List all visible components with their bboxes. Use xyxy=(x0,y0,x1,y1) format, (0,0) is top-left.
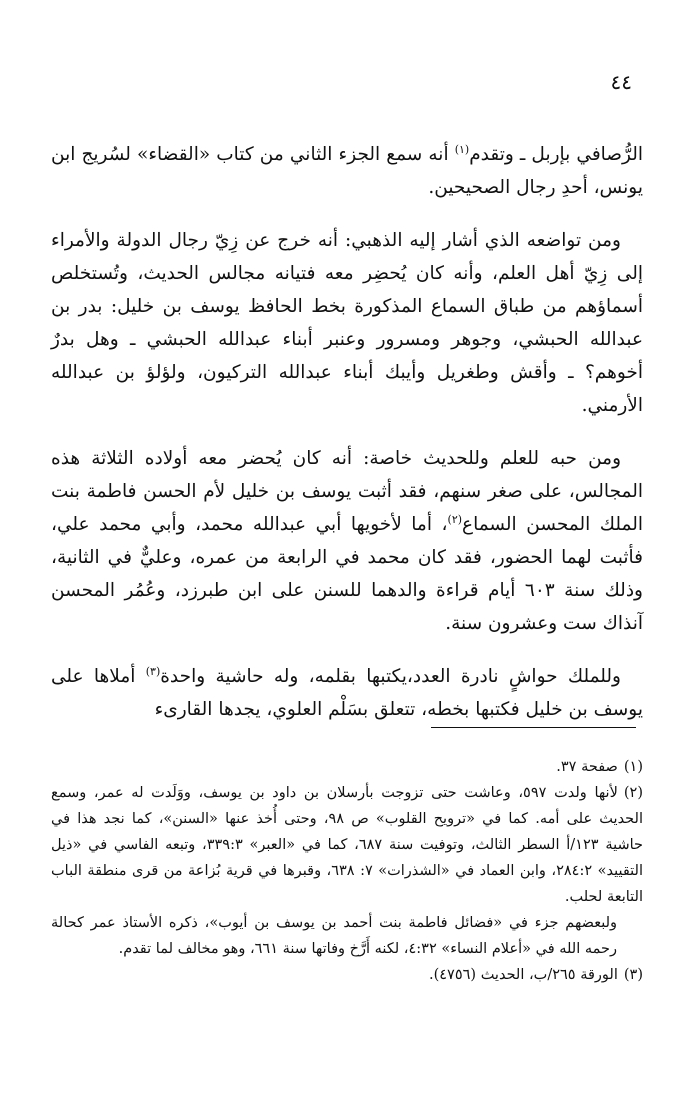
page-number: ٤٤ xyxy=(610,70,632,94)
footnote-1 xyxy=(51,754,643,780)
paragraph-1-text-b: أنه سمع الجزء الثاني من كتاب «القضاء» لسُريج ابن يونس، أحدِ رجال الصحيحين. xyxy=(51,144,643,198)
footnote-1-number: (١) xyxy=(623,759,643,775)
footnote-2-text: لأنها ولدت ٥٩٧، وعاشت حتى تزوجت بأرسلان بن داود بن يوسف، ووَلَدت له عمر، وسمع الحديث على أمه. كما في «ترويح القلوب» ص ٩٨، وحتى أُخذ عنها «السنن»، كما نجد هذا في حاشية ١٢٣/أ السطر الثالث، وتوفيت سنة ٦٨٧، كما في «العبر» ٣٣٩:٣، وتبعه الفاسي في «ذيل التقييد» ٢٨٤:٢، وابن العماد في «الشذرات» ٧: ٦٣٨، وقبرها في قرية بُزاعة من قرى منطقة الباب التابعة لحلب. xyxy=(51,785,643,905)
paragraph-4-text-b: أملاها على يوسف بن خليل فكتبها بخطه، تتعلق بسَلْم العلوي، يجدها القارىء xyxy=(51,666,643,720)
footnote-3 xyxy=(51,962,643,988)
footnote-2 xyxy=(51,780,643,910)
footnote-2-number: (٢) xyxy=(623,785,643,801)
footnote-2-continuation: ولبعضهم جزء في «فضائل فاطمة بنت أحمد بن يوسف بن أيوب»، ذكره الأستاذ عمر كحالة رحمه الله في «أعلام النساء» ٤:٣٢، لكنه أَرَّخ وفاتها سنة ٦٦١، وهو مخالف لما تقدم. xyxy=(51,915,617,957)
footnote-ref-3: (٣) xyxy=(145,664,161,678)
footnote-divider xyxy=(431,727,636,728)
footnote-3-number: (٣) xyxy=(623,967,643,983)
paragraph-3 xyxy=(51,442,643,640)
paragraph-3-text-b: ، أما لأخويها أبي عبدالله محمد، وأبي محمد علي، فأثبت لهما الحضور، فقد كان محمد في الرابعة من عمره، وعليٌّ في الثانية، وذلك سنة ٦٠٣ أيام قراءة والدهما للسنن على ابن طبرزد، وعُمُر المحسن آنذاك ست وعشرون سنة. xyxy=(51,514,643,634)
footnote-ref-2: (٢) xyxy=(447,512,463,526)
paragraph-1 xyxy=(51,138,643,204)
paragraph-4 xyxy=(51,660,643,726)
footnote-1-text: صفحة ٣٧. xyxy=(556,759,618,775)
footnotes xyxy=(51,754,643,988)
paragraph-4-text-a: وللملك حواشٍ نادرة العدد،يكتبها بقلمه، وله حاشية واحدة xyxy=(160,666,621,687)
main-text xyxy=(51,138,643,746)
paragraph-3-text-a: ومن حبه للعلم وللحديث خاصة: أنه كان يُحضر معه أولاده الثلاثة هذه المجالس، على صغر سنهم، فقد أثبت يوسف بن خليل لأم الحسن فاطمة بنت الملك المحسن السماع xyxy=(51,448,643,535)
paragraph-1-text-a: الرُّصافي بإربل ـ وتقدم xyxy=(469,144,644,165)
paragraph-2: ومن تواضعه الذي أشار إليه الذهبي: أنه خرج عن زِيّ رجال الدولة والأمراء إلى زِيّ أهل العلم، وأنه كان يُحضِر معه فتيانه مجالس الحديث، وتُستخلص أسماؤهم من طباق السماع المذكورة بخط الحافظ يوسف بن خليل: بدر بن عبدالله الحبشي، وجوهر ومسرور وعنبر أبناء عبدالله الحبشي ـ وهل بدرٌ أخوهم؟ ـ وأقش وطغريل وأيبك أبناء عبدالله التركيون، ولؤلؤ بن عبدالله الأرمني. xyxy=(51,230,643,416)
footnote-3-text: الورقة ٢٦٥/ب، الحديث (٤٧٥٦). xyxy=(428,967,618,983)
footnote-ref-1: (١) xyxy=(454,142,470,156)
